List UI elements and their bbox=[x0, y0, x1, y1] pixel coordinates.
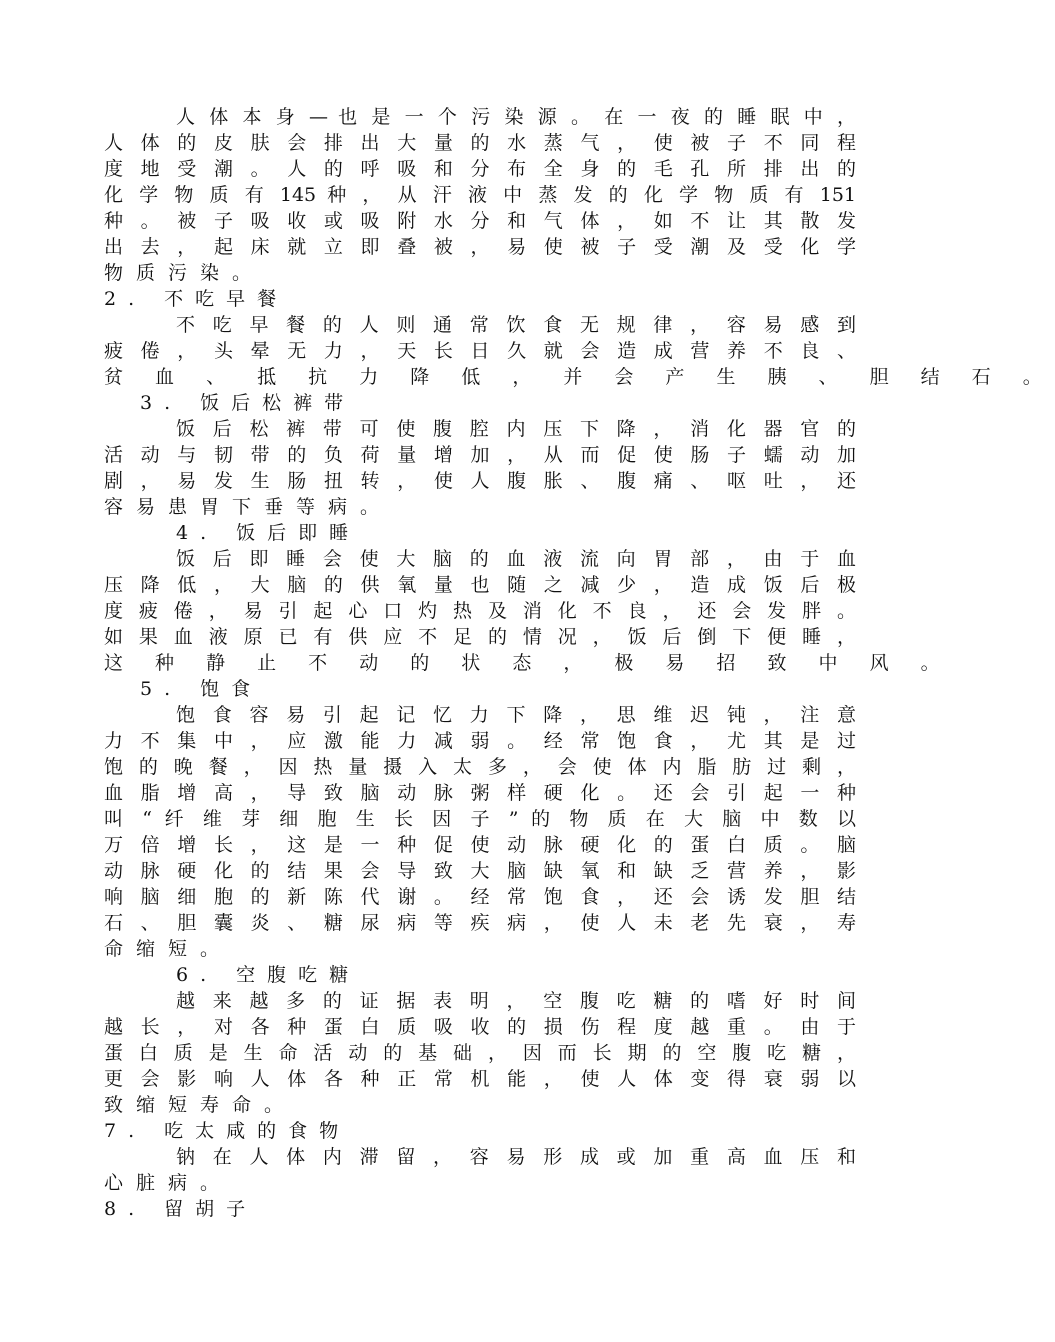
paragraph-line: 动 脉 硬 化 的 结 果 会 导 致 大 脑 缺 氧 和 缺 乏 营 养 ， 影 bbox=[104, 860, 856, 882]
paragraph-line: 疲 倦 ， 头 晕 无 力 ， 天 长 日 久 就 会 造 成 营 养 不 良 、 bbox=[104, 340, 856, 362]
paragraph-line: 度 疲 倦 ， 易 引 起 心 口 灼 热 及 消 化 不 良 ， 还 会 发 胖 。 bbox=[104, 600, 856, 622]
section-heading: 7. 吃太咸的食物 bbox=[104, 1120, 351, 1142]
paragraph-line: 如 果 血 液 原 已 有 供 应 不 足 的 情 况 ， 饭 后 倒 下 便 睡 ， bbox=[104, 626, 856, 648]
paragraph-line: 响 脑 细 胞 的 新 陈 代 谢 。 经 常 饱 食 ， 还 会 诱 发 胆 结 bbox=[104, 886, 856, 908]
paragraph-line: 度 地 受 潮 。 人 的 呼 吸 和 分 布 全 身 的 毛 孔 所 排 出 的 bbox=[104, 158, 856, 180]
paragraph-line: 人 体 的 皮 肤 会 排 出 大 量 的 水 蒸 气 ， 使 被 子 不 同 程 bbox=[104, 132, 856, 154]
document-body bbox=[104, 104, 1055, 1222]
paragraph-line: 饭 后 即 睡 会 使 大 脑 的 血 液 流 向 胃 部 ， 由 于 血 bbox=[176, 548, 856, 570]
paragraph-line: 心脏病。 bbox=[104, 1172, 233, 1194]
paragraph-line: 致缩短寿命。 bbox=[104, 1094, 297, 1116]
section-heading: 4. 饭后即睡 bbox=[176, 522, 361, 544]
section-heading: 8. 留胡子 bbox=[104, 1198, 258, 1220]
paragraph-line: 人 体 本 身 — 也 是 一 个 污 染 源 。 在 一 夜 的 睡 眠 中 ， bbox=[176, 106, 856, 128]
paragraph-line: 出 去 ， 起 床 就 立 即 叠 被 ， 易 使 被 子 受 潮 及 受 化 学 bbox=[104, 236, 856, 258]
section-heading: 2. 不吃早餐 bbox=[104, 288, 289, 310]
paragraph-line: 剧 ， 易 发 生 肠 扭 转 ， 使 人 腹 胀 、 腹 痛 、 呕 吐 ， 还 bbox=[104, 470, 856, 492]
paragraph-line: 蛋 白 质 是 生 命 活 动 的 基 础 ， 因 而 长 期 的 空 腹 吃 糖 ， bbox=[104, 1042, 856, 1064]
paragraph-line: 越 来 越 多 的 证 据 表 明 ， 空 腹 吃 糖 的 嗜 好 时 间 bbox=[176, 990, 856, 1012]
paragraph-line: 化 学 物 质 有 145 种 ， 从 汗 液 中 蒸 发 的 化 学 物 质 有 151 bbox=[104, 184, 856, 206]
paragraph-line: 贫 血 、 抵 抗 力 降 低 ， 并 会 产 生 胰 、 胆 结 石 。 bbox=[104, 366, 1055, 388]
paragraph-line: 活 动 与 韧 带 的 负 荷 量 增 加 ， 从 而 促 使 肠 子 蠕 动 加 bbox=[104, 444, 856, 466]
paragraph-line: 越 长 ， 对 各 种 蛋 白 质 吸 收 的 损 伤 程 度 越 重 。 由 于 bbox=[104, 1016, 856, 1038]
section-heading: 3. 饭后松裤带 bbox=[140, 392, 356, 414]
paragraph-line: 不 吃 早 餐 的 人 则 通 常 饮 食 无 规 律 ， 容 易 感 到 bbox=[176, 314, 856, 336]
paragraph-line: 饭 后 松 裤 带 可 使 腹 腔 内 压 下 降 ， 消 化 器 官 的 bbox=[176, 418, 856, 440]
section-heading: 6. 空腹吃糖 bbox=[176, 964, 361, 986]
section-heading: 5. 饱食 bbox=[140, 678, 263, 700]
paragraph-line: 容易患胃下垂等病。 bbox=[104, 496, 393, 518]
paragraph-line: 压 降 低 ， 大 脑 的 供 氧 量 也 随 之 减 少 ， 造 成 饭 后 极 bbox=[104, 574, 856, 596]
paragraph-line: 血 脂 增 高 ， 导 致 脑 动 脉 粥 样 硬 化 。 还 会 引 起 一 种 bbox=[104, 782, 856, 804]
paragraph-line: 钠 在 人 体 内 滞 留 ， 容 易 形 成 或 加 重 高 血 压 和 bbox=[176, 1146, 856, 1168]
paragraph-line: 物质污染。 bbox=[104, 262, 265, 284]
paragraph-line: 饱 食 容 易 引 起 记 忆 力 下 降 ， 思 维 迟 钝 ， 注 意 bbox=[176, 704, 856, 726]
paragraph-line: 石 、 胆 囊 炎 、 糖 尿 病 等 疾 病 ， 使 人 未 老 先 衰 ， 寿 bbox=[104, 912, 856, 934]
paragraph-line: 命缩短。 bbox=[104, 938, 233, 960]
paragraph-line: 种 。 被 子 吸 收 或 吸 附 水 分 和 气 体 ， 如 不 让 其 散 发 bbox=[104, 210, 856, 232]
paragraph-line: 这 种 静 止 不 动 的 状 态 ， 极 易 招 致 中 风 。 bbox=[104, 652, 953, 674]
paragraph-line: 力 不 集 中 ， 应 激 能 力 减 弱 。 经 常 饱 食 ， 尤 其 是 过 bbox=[104, 730, 856, 752]
paragraph-line: 饱 的 晚 餐 ， 因 热 量 摄 入 太 多 ， 会 使 体 内 脂 肪 过 剩 ， bbox=[104, 756, 856, 778]
paragraph-line: 叫 “ 纤 维 芽 细 胞 生 长 因 子 ” 的 物 质 在 大 脑 中 数 以 bbox=[104, 808, 856, 830]
paragraph-line: 万 倍 增 长 ， 这 是 一 种 促 使 动 脉 硬 化 的 蛋 白 质 。 脑 bbox=[104, 834, 856, 856]
paragraph-line: 更 会 影 响 人 体 各 种 正 常 机 能 ， 使 人 体 变 得 衰 弱 以 bbox=[104, 1068, 856, 1090]
